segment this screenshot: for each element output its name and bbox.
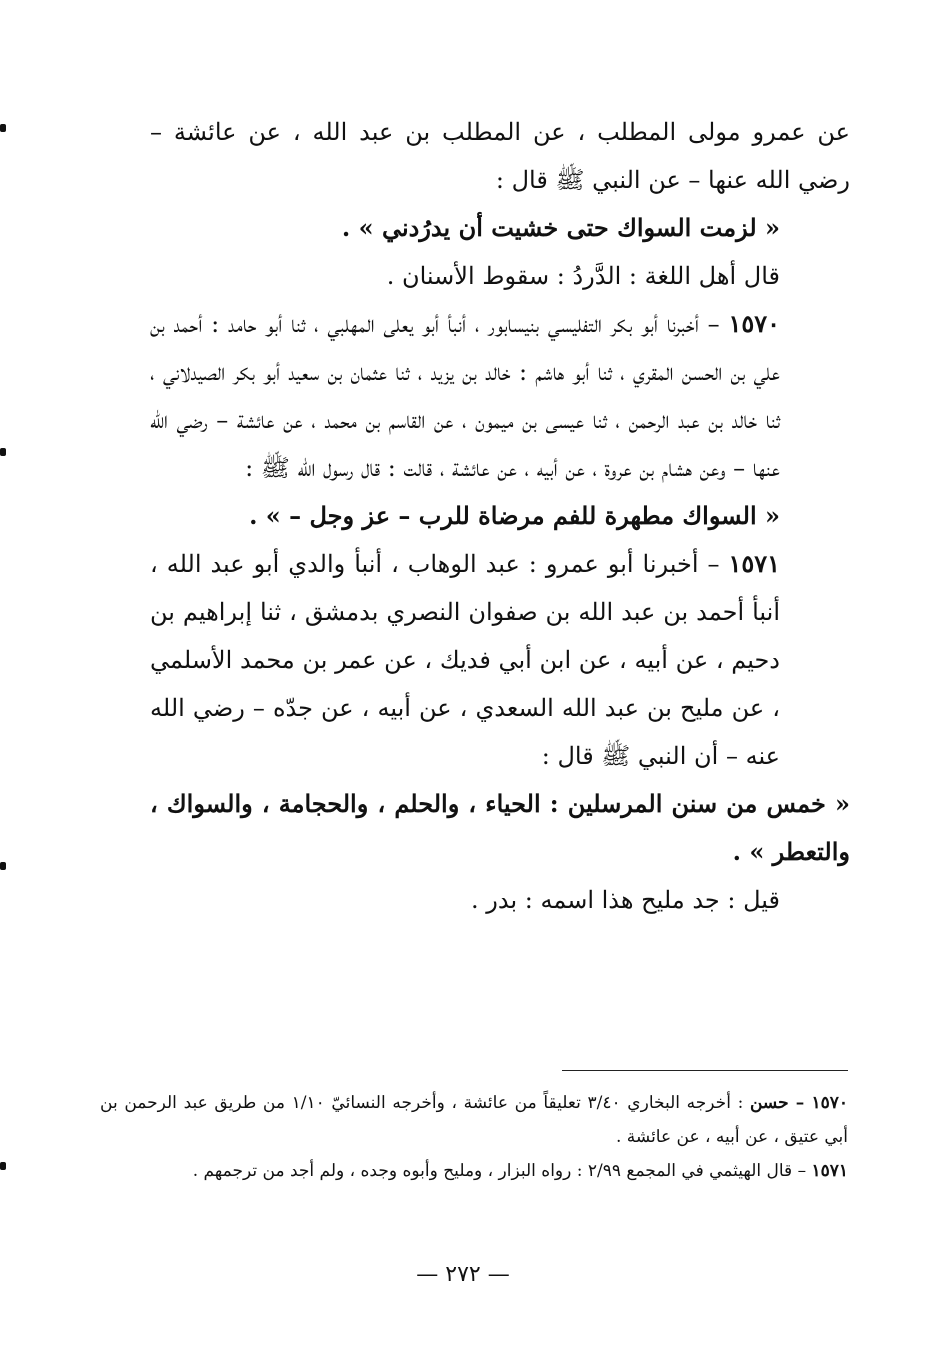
footnotes — [100, 1086, 848, 1188]
isnad-paragraph-1: عن عمرو مولى المطلب ، عن المطلب بن عبد الله ، عن عائشة – رضي الله عنها – عن النبي ﷺ قال : — [150, 118, 850, 194]
margin-mark — [0, 862, 6, 870]
footnote-separator — [562, 1070, 848, 1071]
margin-mark — [0, 1162, 6, 1170]
footnote-text: : أخرجه البخاري ٣/٤٠ تعليقاً من عائشة ، وأخرجه النسائيّ ١/١٠ من طريق عبد الرحمن بن أبي عتيق ، عن أبيه ، عن عائشة . — [100, 1093, 848, 1147]
isnad-text: – أخبرنا أبو بكر التفليسي بنيسابور ، أنبأ أبو يعلى المهلبي ، ثنا أبو حامد : أحمد بن علي بن الحسن المقري ، ثنا أبو هاشم : خالد بن يزيد ، ثنا عثمان بن سعيد أبو بكر الصيدلاني ، ثنا خالد بن عبد الرحمن ، ثنا عيسى بن ميمون ، عن القاسم بن محمد ، عن عائشة – رضي الله عنها – وعن هشام بن عروة ، عن أبيه ، عن عائشة ، قالت : قال رسول الله ﷺ : — [150, 310, 780, 482]
footnote-1570 — [100, 1086, 848, 1154]
hadith-entry-1571 — [150, 540, 850, 780]
margin-mark — [0, 124, 6, 132]
page-number: — ٢٧٢ — — [416, 1262, 510, 1287]
hadith-number: ١٥٧٠ — [728, 309, 780, 338]
narrator-note: قيل : جد مليح هذا اسمه : بدر . — [471, 886, 780, 914]
footnote-number: ١٥٧١ — [811, 1161, 848, 1181]
hadith-text-1: « لزمت السواك حتى خشيت أن يدرُدني » . — [341, 213, 780, 242]
footnote-1571 — [100, 1154, 848, 1188]
isnad-text: – أخبرنا أبو عمرو : عبد الوهاب ، أنبأ والدي أبو عبد الله ، أنبأ أحمد بن عبد الله بن صفوان النصري بدمشق ، ثنا إبراهيم بن دحيم ، عن أبيه ، عن ابن أبي فديك ، عن عمر بن محمد الأسلمي ، عن مليح بن عبد الله السعدي ، عن أبيه ، عن جدّه – رضي الله عنه – أن النبي ﷺ قال : — [150, 550, 780, 770]
footnote-number: ١٥٧٠ — [811, 1093, 848, 1113]
footnote-grade: – حسن — [749, 1093, 812, 1113]
margin-mark — [0, 448, 6, 456]
hadith-text-3: « خمس من سنن المرسلين : الحياء ، والحلم ، والحجامة ، والسواك ، والتعطر » . — [150, 789, 850, 866]
main-text — [150, 108, 850, 924]
hadith-number: ١٥٧١ — [728, 549, 780, 578]
footnote-text: – قال الهيثمي في المجمع ٢/٩٩ : رواه البزار ، ومليح وأبوه وجده ، ولم أجد من ترجمهم . — [192, 1161, 812, 1181]
lexical-note: قال أهل اللغة : الدَّردُ : سقوط الأسنان . — [386, 262, 780, 290]
hadith-entry-1570 — [150, 300, 850, 492]
hadith-text-2: « السواك مطهرة للفم مرضاة للرب – عز وجل – » . — [249, 501, 780, 530]
